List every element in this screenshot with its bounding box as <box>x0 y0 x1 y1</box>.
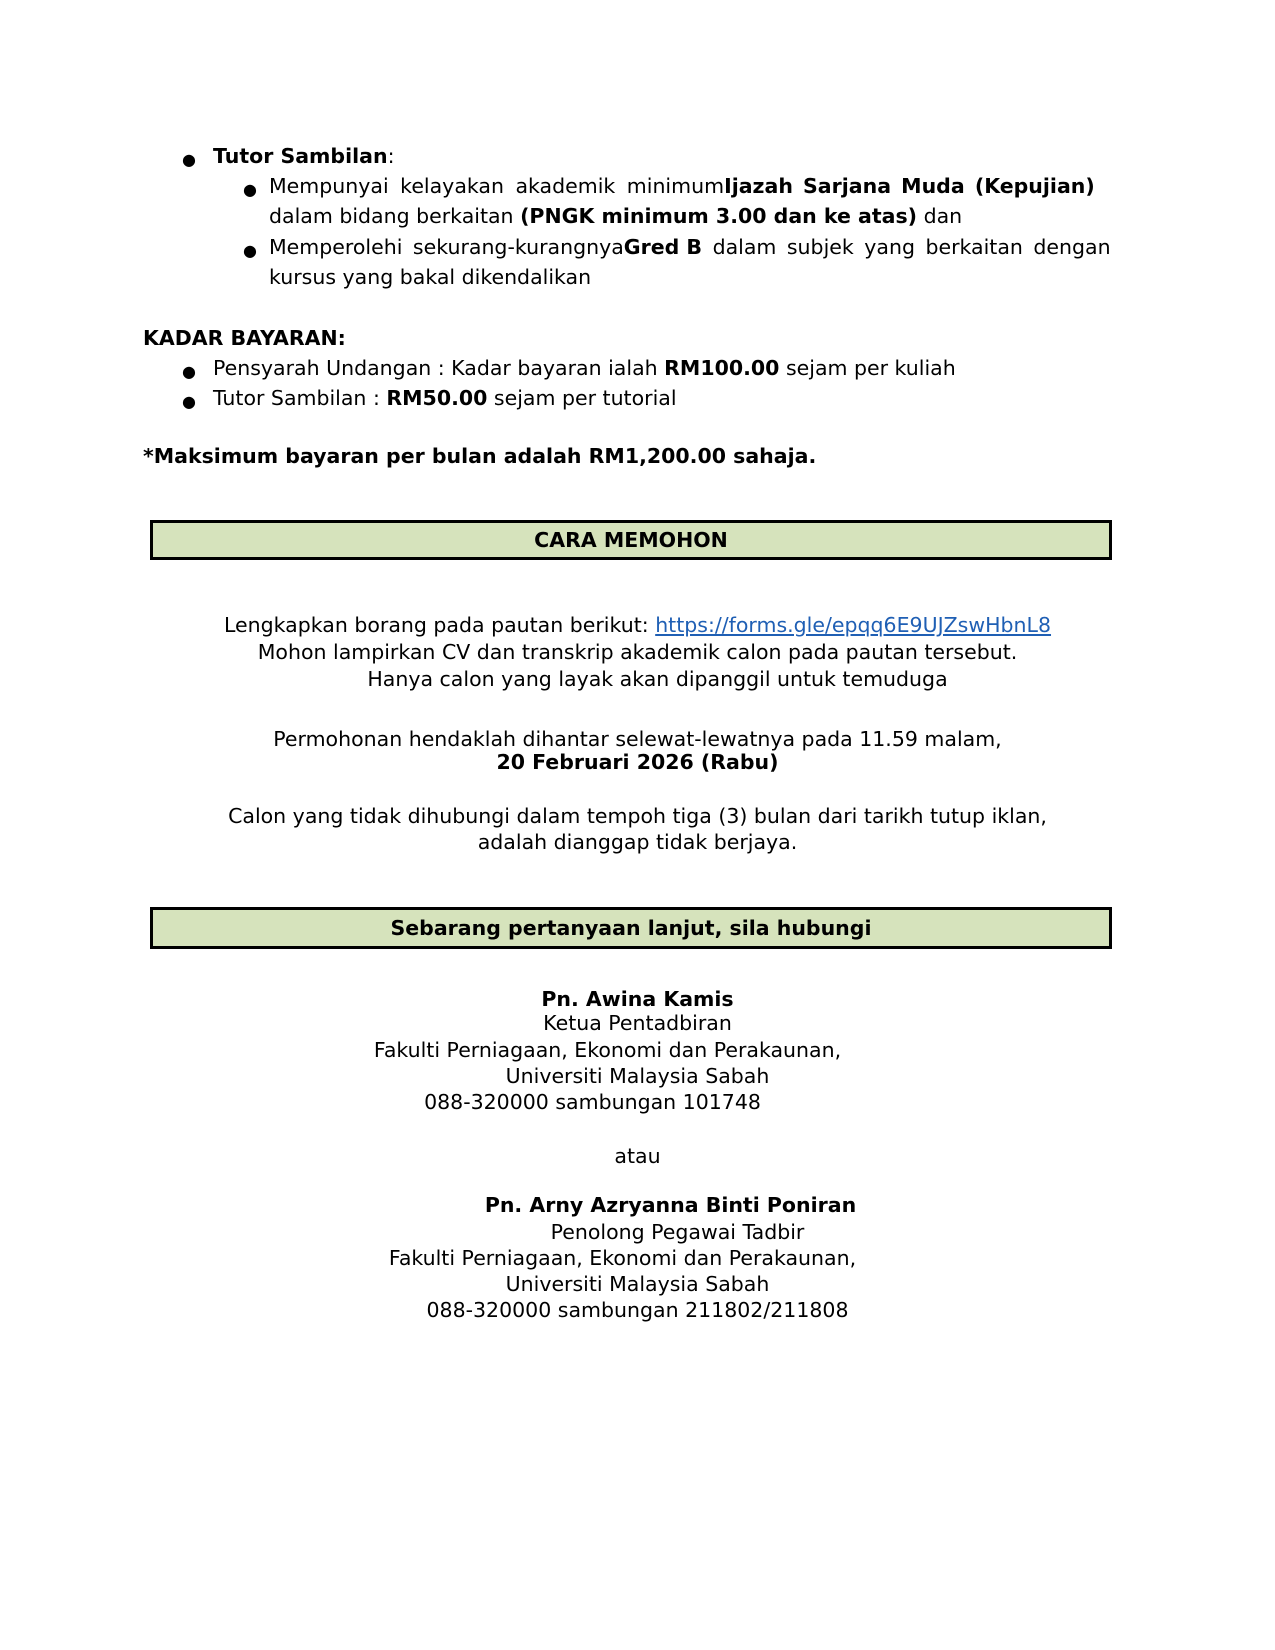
contact-1-faculty: Fakulti Perniagaan, Ekonomi dan Perakaunan, <box>373 1038 842 1062</box>
apply-unsuccessful-text: Calon yang tidak dihubungi dalam tempoh tiga (3) bulan dari tarikh tutup iklan, <box>228 804 1047 828</box>
requirement-1-line-1 <box>269 174 1095 198</box>
requirement-text: kursus yang bakal dikendalikan <box>269 265 592 289</box>
apply-form-link[interactable]: https://forms.gle/epqq6E9UJZswHbnL8 <box>655 613 1052 637</box>
bullet-icon: ● <box>243 180 257 199</box>
requirement-text: dalam bidang berkaitan <box>269 204 521 228</box>
payment-text: sejam per tutorial <box>487 386 677 410</box>
tutor-heading-colon: : <box>387 144 395 168</box>
tutor-heading <box>213 144 395 168</box>
requirement-cgpa: (PNGK minimum 3.00 dan ke atas) <box>520 204 918 228</box>
payment-item-lecturer <box>213 356 956 380</box>
payment-heading: KADAR BAYARAN: <box>143 326 346 350</box>
contact-1-phone: 088-320000 sambungan 101748 <box>424 1090 761 1114</box>
tutor-requirement-1 <box>269 174 1095 228</box>
apply-shortlist-text: Hanya calon yang layak akan dipanggil untuk temuduga <box>367 667 948 691</box>
apply-deadline-text: Permohonan hendaklah dihantar selewat-lewatnya pada 11.59 malam, <box>273 727 1002 751</box>
contact-1-university: Universiti Malaysia Sabah <box>505 1064 770 1088</box>
contact-1-title: Ketua Pentadbiran <box>543 1011 732 1035</box>
apply-attach-text: Mohon lampirkan CV dan transkrip akademik calon pada pautan tersebut. <box>257 640 1018 664</box>
payment-amount: RM100.00 <box>664 356 780 380</box>
contact-banner <box>150 907 1112 949</box>
payment-text: Tutor Sambilan : <box>213 386 387 410</box>
requirement-1-line-2 <box>269 204 1070 228</box>
payment-text: Pensyarah Undangan : Kadar bayaran ialah <box>213 356 665 380</box>
apply-banner <box>150 520 1112 560</box>
payment-max-note: *Maksimum bayaran per bulan adalah RM1,200.00 sahaja. <box>143 444 817 468</box>
payment-item-tutor <box>213 386 677 410</box>
requirement-2-line-1 <box>269 235 1111 259</box>
apply-unsuccessful-text: adalah dianggap tidak berjaya. <box>477 830 798 854</box>
requirement-degree: Ijazah Sarjana Muda (Kepujian) <box>724 174 1095 198</box>
bullet-icon: ● <box>182 392 196 411</box>
tutor-requirement-2 <box>269 235 1111 289</box>
contact-2-name: Pn. Arny Azryanna Binti Poniran <box>484 1193 857 1217</box>
tutor-heading-label: Tutor Sambilan <box>213 144 388 168</box>
requirement-grade: Gred B <box>623 235 703 259</box>
contact-1-name: Pn. Awina Kamis <box>541 987 734 1011</box>
requirement-text: Memperolehi sekurang-kurangnya <box>269 235 624 259</box>
requirement-text: dalam subjek yang berkaitan dengan <box>702 235 1111 259</box>
contact-2-university: Universiti Malaysia Sabah <box>505 1272 770 1296</box>
payment-amount: RM50.00 <box>386 386 488 410</box>
contact-separator: atau <box>614 1144 661 1168</box>
contact-2-phone: 088-320000 sambungan 211802/211808 <box>426 1298 849 1322</box>
bullet-icon: ● <box>243 241 257 260</box>
contact-2-faculty: Fakulti Perniagaan, Ekonomi dan Perakaunan, <box>388 1246 857 1270</box>
apply-form-text: Lengkapkan borang pada pautan berikut: <box>223 613 656 637</box>
requirement-text: dan <box>917 204 963 228</box>
bullet-icon: ● <box>182 150 196 169</box>
contact-2-title: Penolong Pegawai Tadbir <box>550 1220 805 1244</box>
requirement-text: Mempunyai kelayakan akademik minimum <box>269 174 725 198</box>
bullet-icon: ● <box>182 362 196 381</box>
payment-text: sejam per kuliah <box>779 356 956 380</box>
contact-banner-title: Sebarang pertanyaan lanjut, sila hubungi <box>390 916 872 940</box>
apply-banner-title: CARA MEMOHON <box>534 528 728 552</box>
apply-form-line <box>0 613 1275 637</box>
apply-deadline-date: 20 Februari 2026 (Rabu) <box>496 750 779 774</box>
